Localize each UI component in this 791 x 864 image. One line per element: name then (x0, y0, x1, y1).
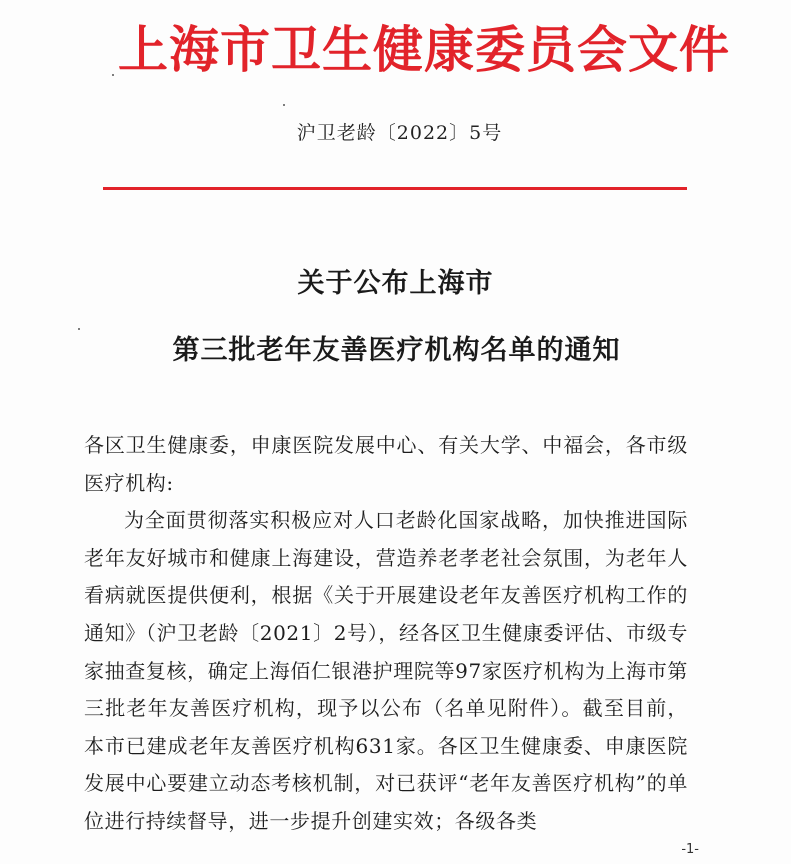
red-separator-line (103, 187, 687, 190)
page-number: -1- (681, 842, 699, 857)
notice-title-line-1: 关于公布上海市 (297, 268, 494, 299)
document-number: 沪卫老龄〔2022〕5号 (296, 122, 503, 144)
scan-speck (112, 74, 114, 76)
body-paragraph: 为全面贯彻落实积极应对人口老龄化国家战略，加快推进国际老年友好城市和健康上海建设，营造养老孝老社会氛围，为老年人看病就医提供便利，根据《关于开展建设老年友善医疗机构工作的通知》（沪卫老龄〔2021〕2号），经各区卫生健康委评估、市级专家抽查复核，确定上海佰仁银港护理院等97家医疗机构为上海市第三批老年友善医疗机构，现予以公布（名单见附件）。截至目前，本市已建成老年友善医疗机构631家。各区卫生健康委、申康医院发展中心要建立动态考核机制，对已获评“老年友善医疗机构”的单位进行持续督导，进一步提升创建实效；各级各类 (84, 508, 688, 833)
scan-speck (78, 328, 80, 330)
recipients-line: 各区卫生健康委，申康医院发展中心、有关大学、中福会，各市级医疗机构: (84, 433, 688, 495)
document-body (84, 427, 688, 841)
notice-title-line-2: 第三批老年友善医疗机构名单的通知 (172, 335, 621, 366)
scan-speck (283, 104, 285, 106)
issuing-authority-header: 上海市卫生健康委员会文件 (118, 20, 730, 79)
